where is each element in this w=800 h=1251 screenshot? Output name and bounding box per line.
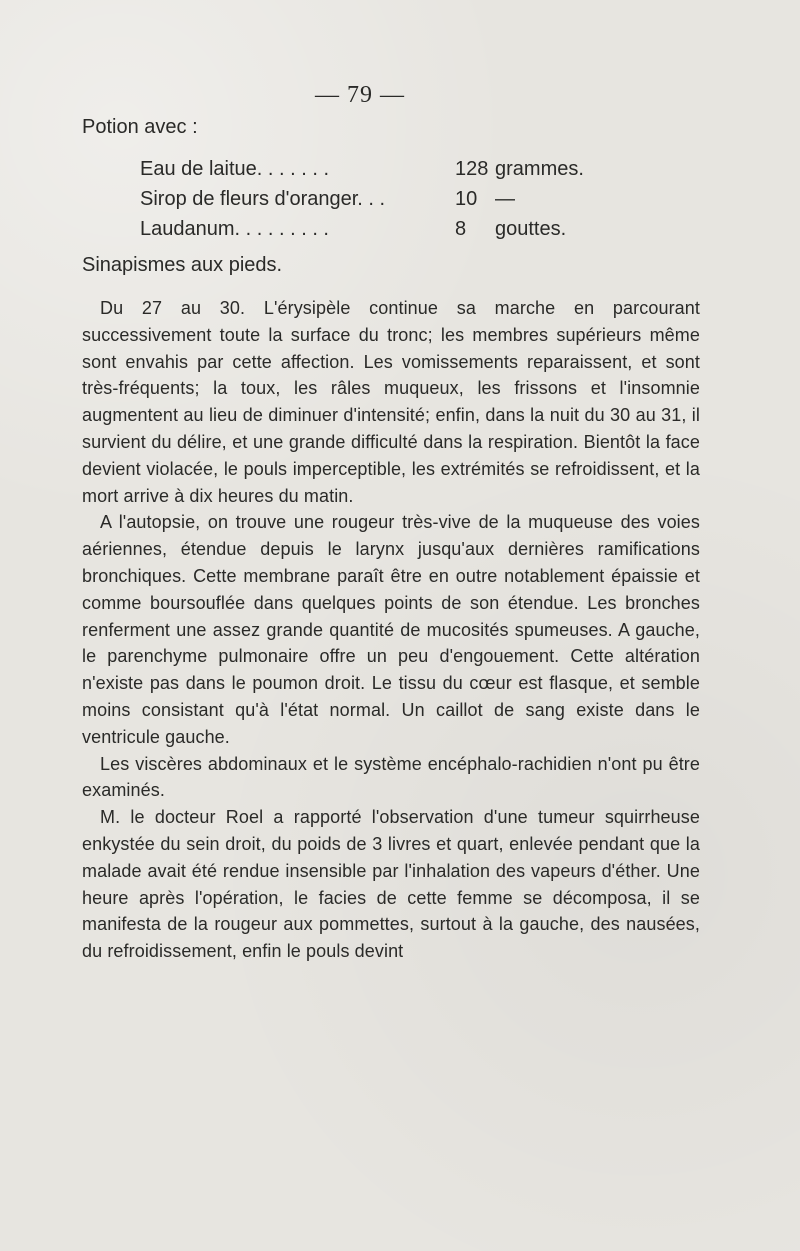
prescription-item-unit: — <box>495 188 515 210</box>
paragraph-viscera: Les viscères abdominaux et le système encéphalo-rachidien n'ont pu être examinés. <box>82 753 700 801</box>
prescription-item-quantity: 10 <box>455 188 478 210</box>
prescription-item-name: Laudanum. . . . . . . . . <box>140 218 329 240</box>
page-number: — 79 — <box>315 82 405 108</box>
paragraph-autopsy: A l'autopsie, on trouve une rougeur très-vive de la muqueuse des voies aériennes, étendue depuis le larynx jusqu'aux dernières ramifications bronchiques. Cette membrane paraît être en outre notablement épaissie et comme boursouflée dans quelques points de son étendue. Les bronches renferment une assez grande quantité de mucosités spumeuses. A gauche, le parenchyme pulmonaire offre un peu d'engouement. Cette altération n'existe pas dans le poumon droit. Le tissu du cœur est flasque, et semble moins consistant qu'à l'état normal. Un caillot de sang existe dans le ventricule gauche. <box>82 512 700 747</box>
sinapismes-line: Sinapismes aux pieds. <box>82 254 283 276</box>
prescription-item-name: Eau de laitue. . . . . . . <box>140 158 329 180</box>
paragraph-dr-roel: M. le docteur Roel a rapporté l'observation d'une tumeur squirrheuse enkystée du sein droit, du poids de 3 livres et quart, enlevée pendant que la malade avait été rendue insensible par l'inhalation des vapeurs d'éther. Une heure après l'opération, le facies de cette femme se décomposa, il se manifesta de la rougeur aux pommettes, surtout à la gauche, des nausées, du refroidissement, enfin le pouls devint <box>82 807 700 962</box>
prescription-item-quantity: 128 <box>455 158 489 180</box>
prescription-item-quantity: 8 <box>455 218 467 240</box>
paragraph-day-27-30: Du 27 au 30. L'érysipèle continue sa marche en parcourant successivement toute la surface du tronc; les membres supérieurs même sont envahis par cette affection. Les vomissements reparaissent, et sont très-fréquents; la toux, les râles muqueux, les frissons et l'insomnie augmentent au lieu de diminuer d'intensité; enfin, dans la nuit du 30 au 31, il survient du délire, et une grande difficulté dans la respiration. Bientôt la face devient violacée, le pouls imperceptible, les extrémités se refroidissent, et la mort arrive à dix heures du matin. <box>82 298 700 506</box>
prescription-item-name: Sirop de fleurs d'oranger. . . <box>140 188 386 210</box>
prescription-heading: Potion avec : <box>82 116 198 138</box>
prescription-item-unit: grammes. <box>495 158 584 180</box>
prescription-item <box>140 158 700 186</box>
prescription-item <box>140 188 700 216</box>
body-text <box>82 295 700 965</box>
prescription-item-unit: gouttes. <box>495 218 567 240</box>
prescription-item <box>140 218 700 246</box>
